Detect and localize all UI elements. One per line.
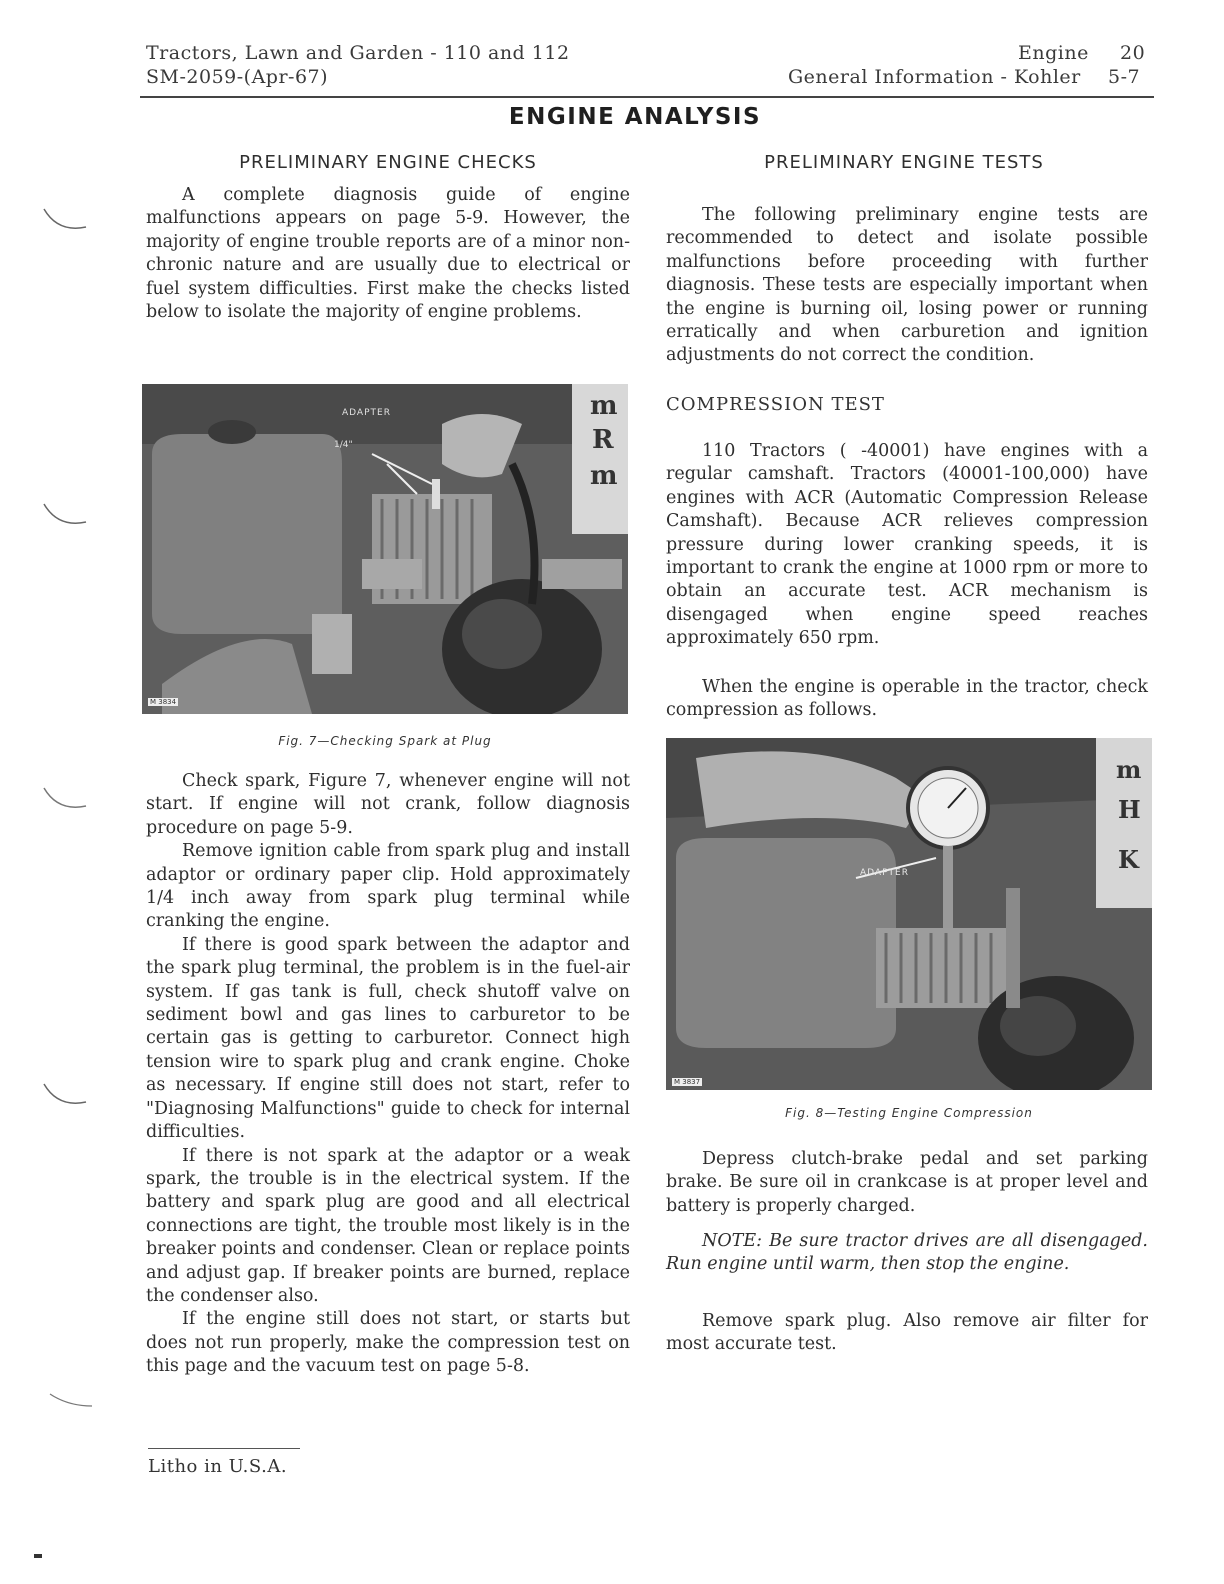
compression-block	[666, 440, 1148, 651]
left-paragraph-remove-cable: Remove ignition cable from spark plug and install adaptor or ordinary paper clip. Hold approximately 1/4 inch away from spark plug terminal while cranking the engine.	[146, 841, 630, 932]
binder-hole-mark	[42, 784, 88, 814]
compression-test-heading: COMPRESSION TEST	[666, 394, 885, 415]
figure-7-label-gap: 1/4"	[334, 440, 353, 450]
remove-plug-block	[666, 1310, 1148, 1357]
binder-hole-mark	[42, 1080, 88, 1110]
header-page-number: 5-7	[1108, 66, 1141, 88]
figure-8-label-number: M 3837	[674, 1078, 701, 1086]
page-mark	[34, 1554, 42, 1558]
note-paragraph: NOTE: Be sure tractor drives are all disengaged. Run engine until warm, then stop the engine.	[666, 1231, 1148, 1275]
remove-plug-paragraph: Remove spark plug. Also remove air filter for most accurate test.	[666, 1311, 1148, 1355]
figure-7-label-number: M 3834	[150, 698, 177, 706]
svg-text:K: K	[1118, 845, 1139, 874]
figure-8-label-adapter: ADAPTER	[860, 868, 909, 878]
figure-7-photo	[142, 384, 628, 714]
left-paragraph-good-spark: If there is good spark between the adaptor and the spark plug terminal, the problem is in the fuel-air system. If gas tank is full, check shutoff valve on sediment bowl and gas lines to carburetor to be certain gas is getting to carburetor. Connect high tension wire to spark plug and crank engine. Choke as necessary. If engine still does not start, refer to "Diagnosing Malfunctions" guide to check for internal difficulties.	[146, 934, 630, 1143]
svg-text:H: H	[1118, 795, 1141, 824]
header-section: Engine	[1018, 42, 1089, 64]
header-manual-title: Tractors, Lawn and Garden - 110 and 112	[146, 42, 570, 64]
header-section-number: 20	[1120, 42, 1146, 64]
note-block	[666, 1230, 1148, 1277]
left-intro-paragraph: A complete diagnosis guide of engine malfunctions appears on page 5-9. However, the majority of engine trouble reports are of a minor non-chronic nature and are usually due to electrical or fuel system difficulties. First make the checks listed below to isolate the majority of engine problems.	[146, 185, 630, 323]
depress-paragraph: Depress clutch-brake pedal and set parking brake. Be sure oil in crankcase is at proper level and battery is properly charged.	[666, 1149, 1148, 1216]
compression-paragraph: 110 Tractors ( -40001) have engines with a regular camshaft. Tractors (40001-100,000) have engines with ACR (Automatic Compression Release Camshaft). Because ACR relieves compression pressure during lower cranking speeds, it is important to crank the engine at 1000 rpm or more to obtain an accurate test. ACR mechanism is disengaged when engine speed reaches approximately 650 rpm.	[666, 441, 1148, 649]
left-section-heading: PRELIMINARY ENGINE CHECKS	[239, 152, 537, 173]
left-body-block	[146, 770, 630, 1379]
binder-hole-mark	[42, 205, 88, 235]
right-section-heading: PRELIMINARY ENGINE TESTS	[764, 152, 1044, 173]
svg-text:R: R	[592, 425, 614, 455]
figure-8-caption: Fig. 8—Testing Engine Compression	[785, 1106, 1033, 1120]
footer-rule	[148, 1448, 300, 1449]
header-subsection: General Information - Kohler	[788, 66, 1081, 88]
operable-paragraph: When the engine is operable in the tractor, check compression as follows.	[666, 677, 1148, 721]
left-paragraph-still-not-start: If the engine still does not start, or starts but does not run properly, make the compression test on this page and the vacuum test on page 5-8.	[146, 1309, 630, 1377]
right-intro-paragraph: The following preliminary engine tests are recommended to detect and isolate possible malfunctions before proceeding with further diagnosis. These tests are especially important when the engine is burning oil, losing power or running erratically and when carburetion and ignition adjustments do not correct the condition.	[666, 205, 1148, 366]
header-manual-number: SM-2059-(Apr-67)	[146, 66, 329, 88]
svg-text:m: m	[590, 391, 618, 421]
header-rule	[140, 96, 1154, 98]
svg-text:m: m	[590, 461, 618, 491]
figure-7-label-adapter: ADAPTER	[342, 408, 391, 418]
binder-hole-mark	[42, 500, 88, 530]
left-intro-block	[146, 184, 630, 324]
operable-block	[666, 676, 1148, 723]
svg-text:m: m	[1116, 755, 1142, 784]
page-title: ENGINE ANALYSIS	[508, 104, 762, 130]
right-intro-block	[666, 204, 1148, 368]
footer-litho: Litho in U.S.A.	[148, 1456, 288, 1477]
depress-block	[666, 1148, 1148, 1218]
figure-7-caption: Fig. 7—Checking Spark at Plug	[278, 734, 492, 748]
binder-hole-mark	[48, 1386, 94, 1416]
left-paragraph-weak-spark: If there is not spark at the adaptor or a weak spark, the trouble is in the electrical system. If the battery and spark plug are good and all electrical connections are tight, the trouble most likely is in the breaker points and condenser. Clean or replace points and adjust gap. If breaker points are burned, replace the condenser also.	[146, 1145, 630, 1306]
figure-8-photo	[666, 738, 1152, 1090]
left-paragraph-check-spark: Check spark, Figure 7, whenever engine will not start. If engine will not crank, follow diagnosis procedure on page 5-9.	[146, 771, 630, 838]
